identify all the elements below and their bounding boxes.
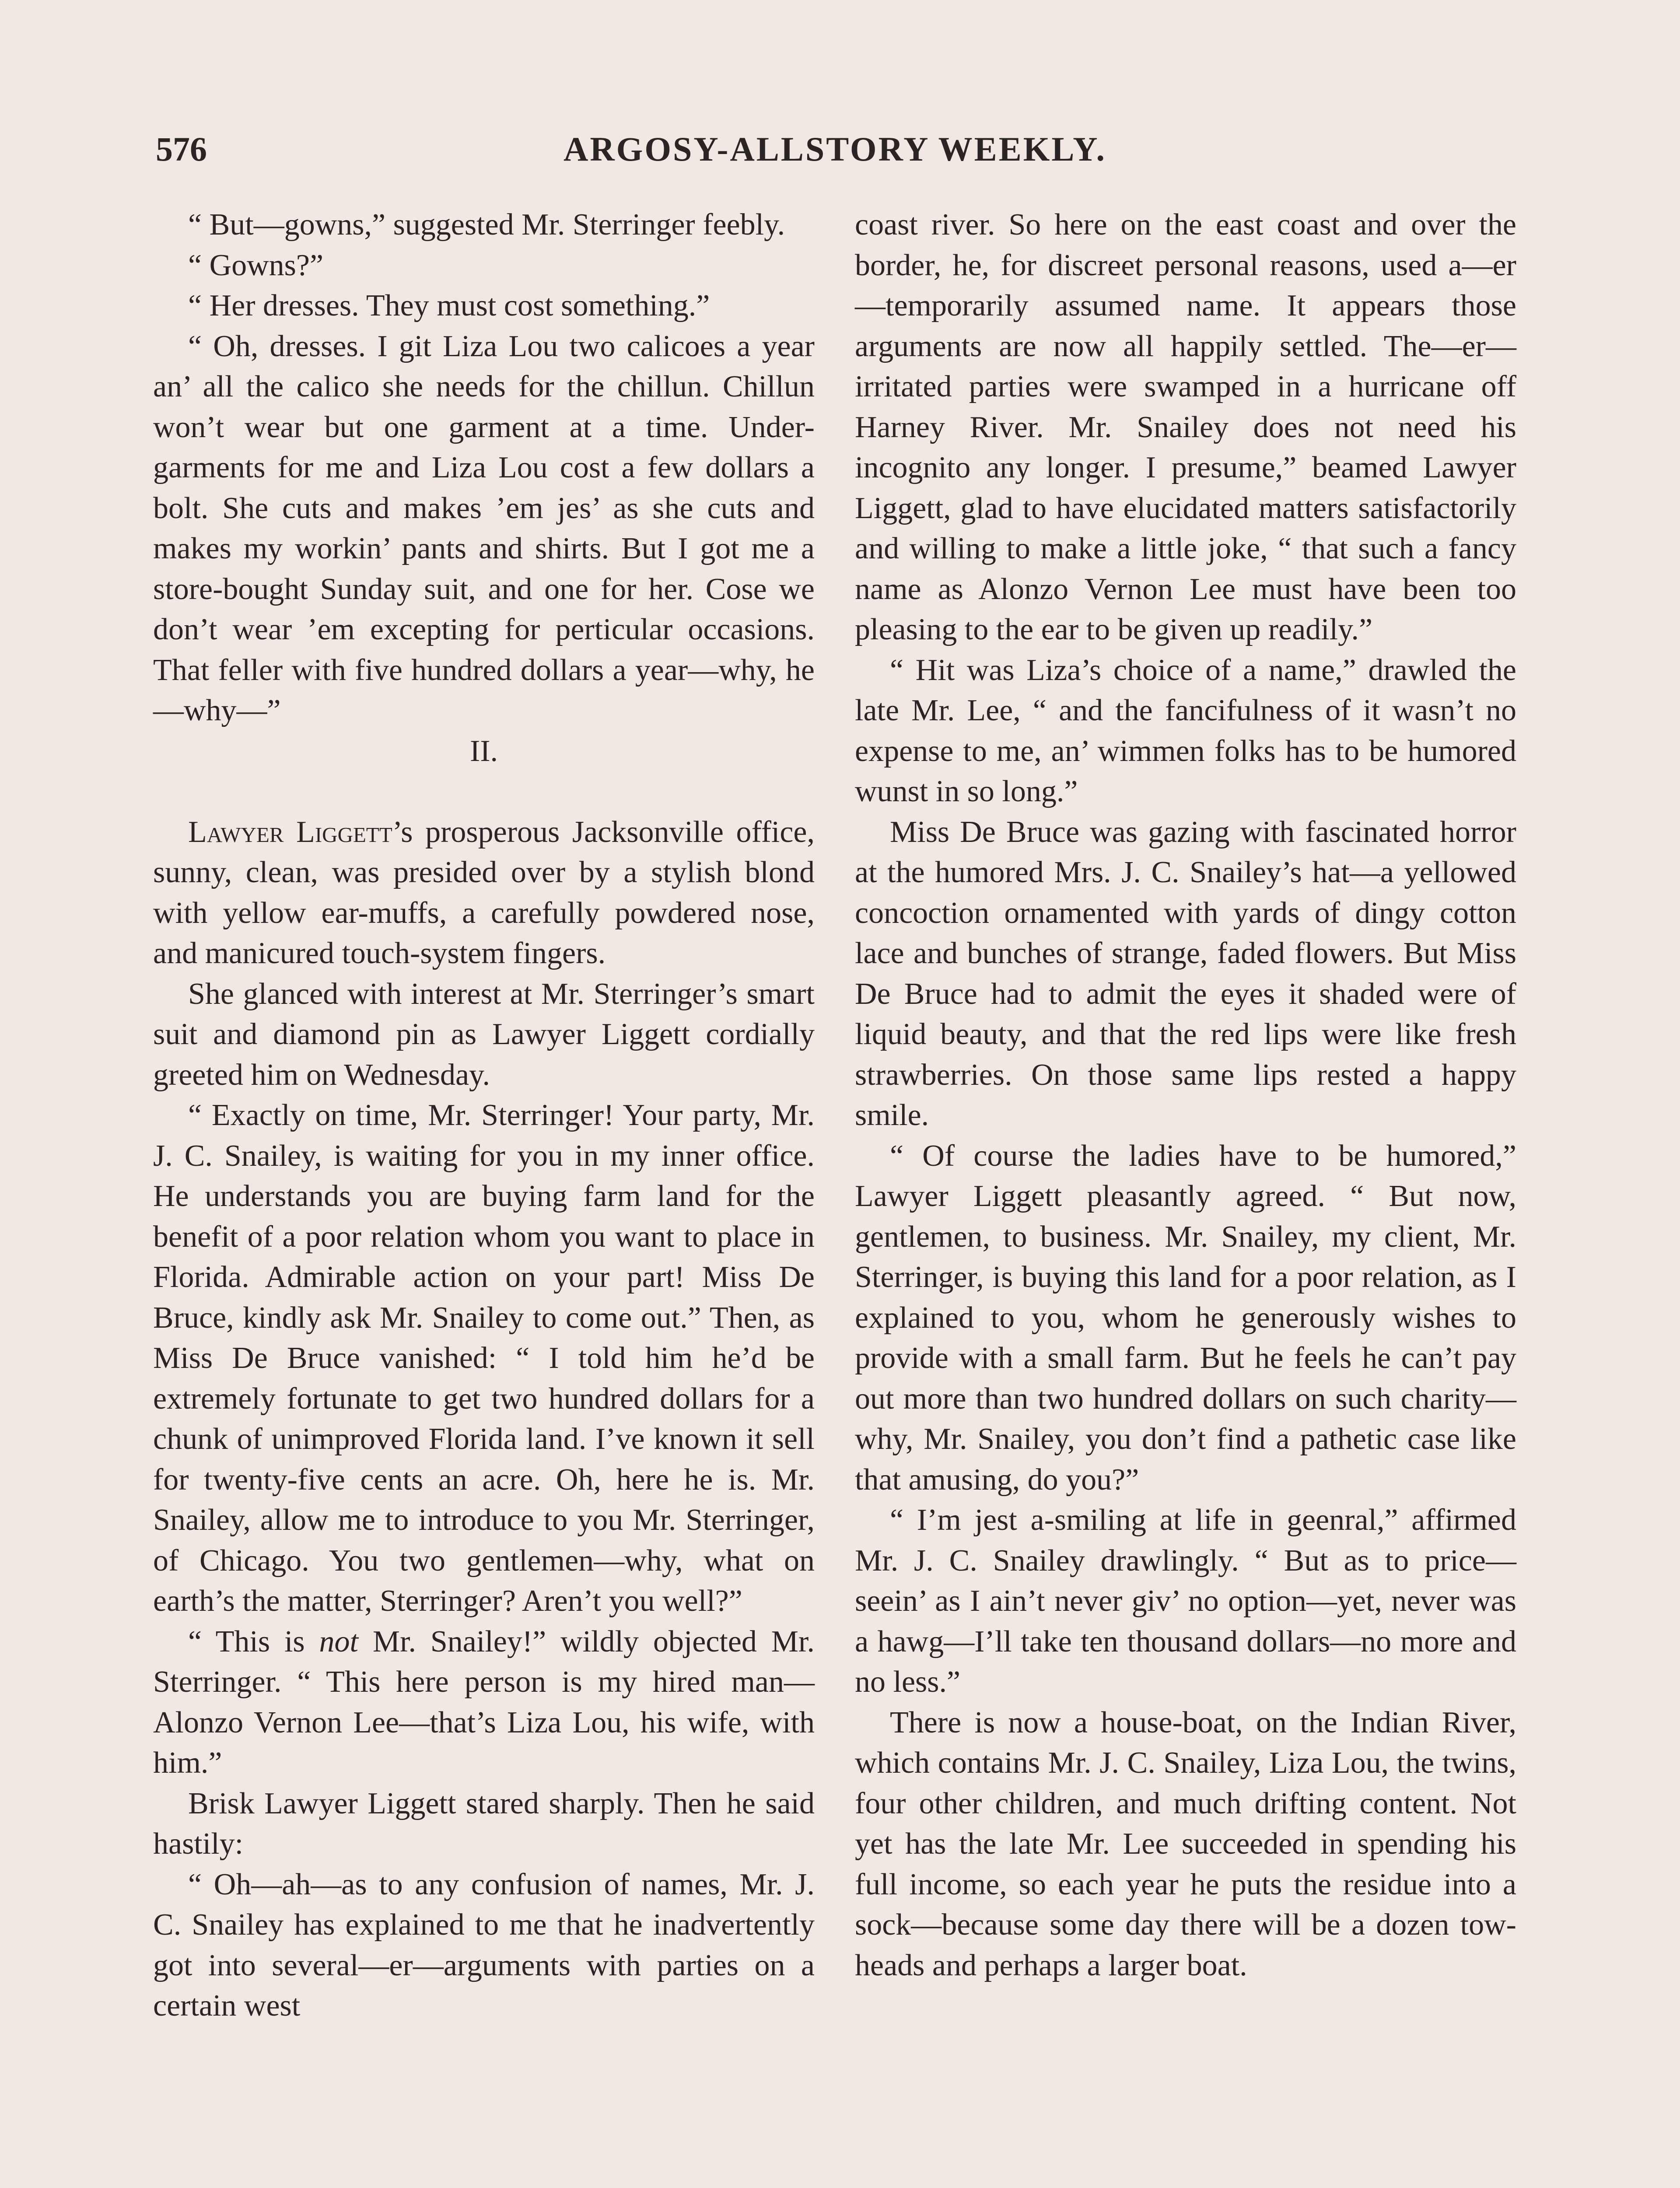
paragraph	[153, 812, 815, 974]
paragraph-text: ’s prosperous Jacksonville office, sunny, clean, was presided over by a stylish blond with yellow ear-muffs, a carefully powdered nose, and manicured touch-system fingers.	[153, 815, 815, 970]
paragraph: “ But—gowns,” suggested Mr. Sterringer feebly.	[188, 208, 785, 242]
running-header-title: ARGOSY-ALLSTORY WEEKLY.	[564, 130, 1106, 168]
section-heading: II.	[469, 734, 498, 768]
paragraph: coast river. So here on the east coast and over the border, he, for discreet personal reasons, used a—er—temporarily assumed name. It appears those arguments are now all happily settled. The—er—irritated parties were swamped in a hurricane off Harney River. Mr. Snailey does not need his incognito any longer. I presume,” beamed Lawyer Liggett, glad to have elucidated matters satisfactorily and willing to make a little joke, “ that such a fancy name as Alonzo Vernon Lee must have been too pleasing to the ear to be given up readily.”	[855, 208, 1516, 646]
small-caps-lead: Lawyer Liggett	[188, 815, 392, 849]
paragraph: Miss De Bruce was gazing with fascinated horror at the humored Mrs. J. C. Snailey’s hat—a yellowed concoction ornamented with yards of dingy cotton lace and bunches of strange, faded flowers. But Miss De Bruce had to admit the eyes it shaded were of liquid beauty, and that the red lips were like fresh strawberries. On those same lips rested a happy smile.	[855, 815, 1516, 1132]
paragraph: “ I’m jest a-smiling at life in geenral,” affirmed Mr. J. C. Snailey drawlingly. “ But as to price—seein’ as I ain’t never giv’ no option—yet, never was a hawg—I’ll take ten thousand dollars—no more and no less.”	[855, 1503, 1516, 1699]
paragraph: “ Gowns?”	[188, 248, 324, 282]
paragraph: Brisk Lawyer Liggett stared sharply. Then he said hastily:	[153, 1786, 815, 1861]
paragraph-text: Mr. Snailey!” wildly objected Mr. Sterringer. “ This here person is my hired man—Alonzo Vernon Lee—that’s Liza Lou, his wife, with him.”	[153, 1624, 815, 1780]
paragraph: There is now a house-boat, on the Indian River, which contains Mr. J. C. Snailey, Liza Lou, the twins, four other children, and much drifting content. Not yet has the late Mr. Lee succeeded in spending his full income, so each year he puts the residue into a sock—because some day there will be a dozen tow-heads and perhaps a larger boat.	[855, 1705, 1516, 1982]
paragraph: “ Hit was Liza’s choice of a name,” drawled the late Mr. Lee, “ and the fancifulness of it wasn’t no expense to me, an’ wimmen folks has to be humored wunst in so long.”	[855, 653, 1516, 808]
paragraph-text: “ This is	[188, 1624, 319, 1659]
paragraph: “ Of course the ladies have to be humored,” Lawyer Liggett pleasantly agreed. “ But now, gentlemen, to business. Mr. Snailey, my client, Mr. Sterringer, is buying this land for a poor relation, as I explained to you, whom he generously wishes to provide with a small farm. But he feels he can’t pay out more than two hundred dollars on such charity—why, Mr. Snailey, you don’t find a pathetic case like that amusing, do you?”	[855, 1139, 1516, 1497]
emphasis: not	[319, 1624, 358, 1659]
paragraph: “ Oh—ah—as to any confusion of names, Mr. J. C. Snailey has explained to me that he inadvertently got into several—er—arguments with parties on a certain west	[153, 1867, 815, 2023]
paragraph	[153, 1622, 815, 1784]
right-column	[855, 205, 1516, 1986]
left-column	[153, 205, 815, 2027]
paragraph: She glanced with interest at Mr. Sterringer’s smart suit and diamond pin as Lawyer Liggett cordially greeted him on Wednesday.	[153, 977, 815, 1092]
page-number: 576	[156, 130, 207, 168]
paragraph: “ Exactly on time, Mr. Sterringer! Your party, Mr. J. C. Snailey, is waiting for you in my inner office. He understands you are buying farm land for the benefit of a poor relation whom you want to place in Florida. Admirable action on your part! Miss De Bruce, kindly ask Mr. Snailey to come out.” Then, as Miss De Bruce vanished: “ I told him he’d be extremely fortunate to get two hundred dollars for a chunk of unimproved Florida land. I’ve known it sell for twenty-five cents an acre. Oh, here he is. Mr. Snailey, allow me to introduce to you Mr. Sterringer, of Chicago. You two gentlemen—why, what on earth’s the matter, Sterringer? Aren’t you well?”	[153, 1098, 815, 1618]
paragraph: “ Her dresses. They must cost something.”	[188, 289, 710, 323]
paragraph: “ Oh, dresses. I git Liza Lou two calicoes a year an’ all the calico she needs for the chillun. Chillun won’t wear but one garment at a time. Under-garments for me and Liza Lou cost a few dollars a bolt. She cuts and makes ’em jes’ as she cuts and makes my workin’ pants and shirts. But I got me a store-bought Sunday suit, and one for her. Cose we don’t wear ’em excepting for perticular occasions. That feller with five hundred dollars a year—why, he—why—”	[153, 329, 815, 727]
